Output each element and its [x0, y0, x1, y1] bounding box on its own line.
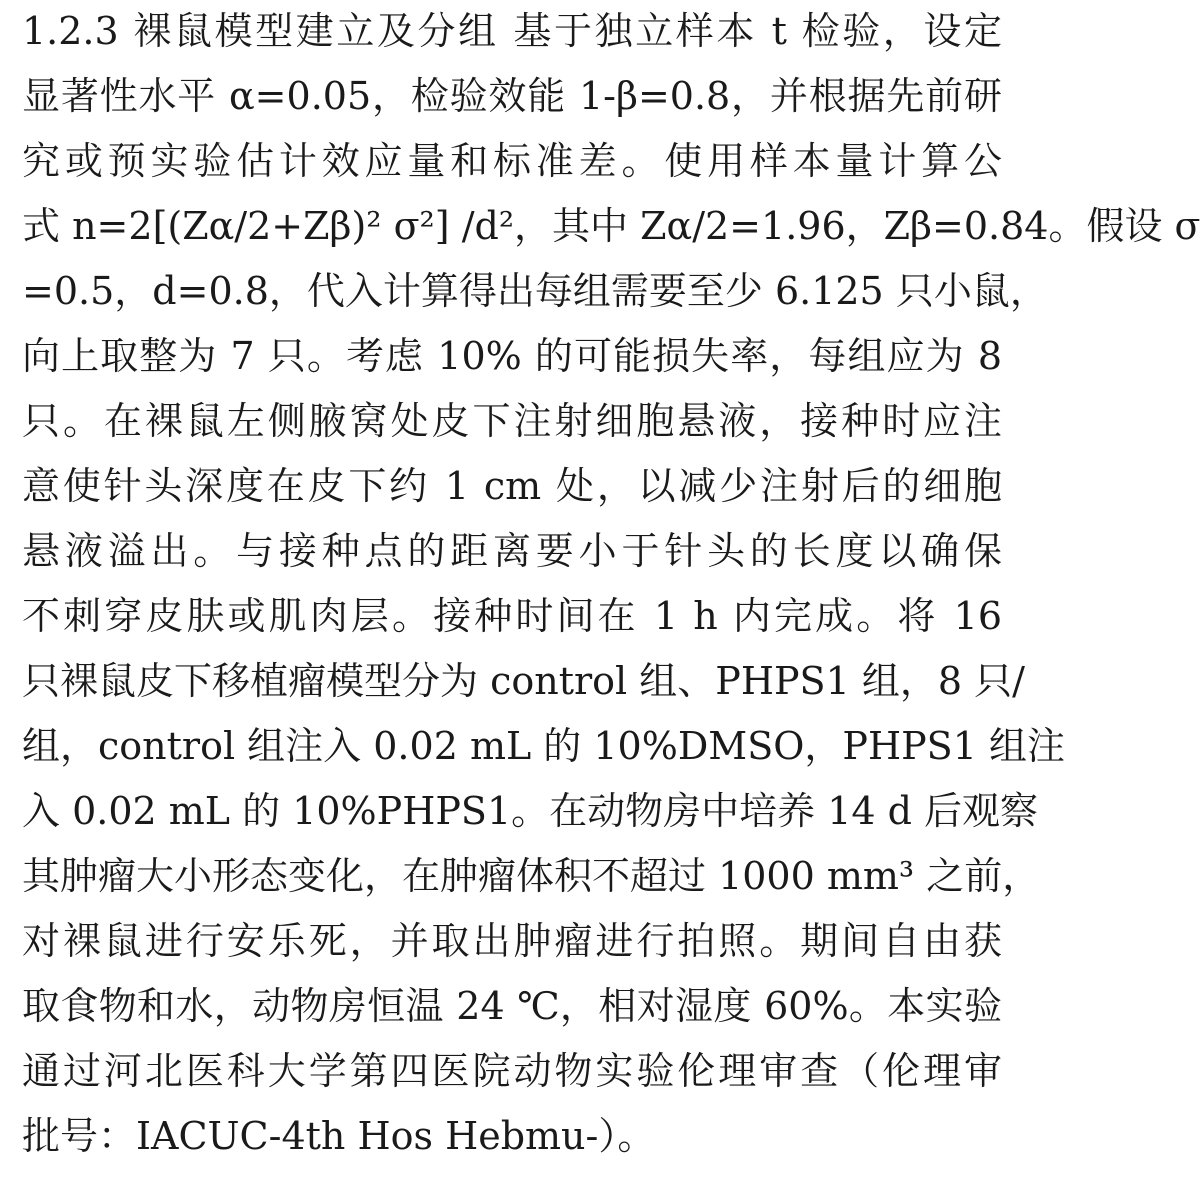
text-line: 通过河北医科大学第四医院动物实验伦理审查（伦理审 [22, 1049, 1002, 1093]
text-line: 1.2.3 裸鼠模型建立及分组 基于独立样本 t 检验，设定 [22, 9, 1002, 53]
text-line: 组，control 组注入 0.02 mL 的 10%DMSO，PHPS1 组注 [22, 724, 1065, 768]
text-line: 不刺穿皮肤或肌肉层。接种时间在 1 h 内完成。将 16 [22, 594, 1002, 638]
text-line: 式 n=2[(Zα/2+Zβ)² σ²] /d²，其中 Zα/2=1.96，Zβ=0.84。假设 σ [22, 204, 1200, 248]
text-line: 只裸鼠皮下移植瘤模型分为 control 组、PHPS1 组，8 只/ [22, 659, 1025, 703]
text-line: 其肿瘤大小形态变化，在肿瘤体积不超过 1000 mm³ 之前， [22, 854, 1041, 898]
text-line: 向上取整为 7 只。考虑 10% 的可能损失率，每组应为 8 [22, 334, 1002, 378]
text-line: 只。在裸鼠左侧腋窝处皮下注射细胞悬液，接种时应注 [22, 399, 1002, 443]
text-line: 对裸鼠进行安乐死，并取出肿瘤进行拍照。期间自由获 [22, 919, 1002, 963]
text-line: 批号：IACUC-4th Hos Hebmu-）。 [22, 1114, 656, 1158]
text-line: 显著性水平 α=0.05，检验效能 1-β=0.8，并根据先前研 [22, 74, 1002, 118]
text-line: 悬液溢出。与接种点的距离要小于针头的长度以确保 [22, 529, 1002, 573]
text-line: 取食物和水，动物房恒温 24 ℃，相对湿度 60%。本实验 [22, 984, 1002, 1028]
text-line: 意使针头深度在皮下约 1 cm 处，以减少注射后的细胞 [22, 464, 1002, 508]
text-line: 究或预实验估计效应量和标准差。使用样本量计算公 [22, 139, 1002, 183]
text-line: =0.5，d=0.8，代入计算得出每组需要至少 6.125 只小鼠， [22, 269, 1048, 313]
text-line: 入 0.02 mL 的 10%PHPS1。在动物房中培养 14 d 后观察 [22, 789, 1039, 833]
